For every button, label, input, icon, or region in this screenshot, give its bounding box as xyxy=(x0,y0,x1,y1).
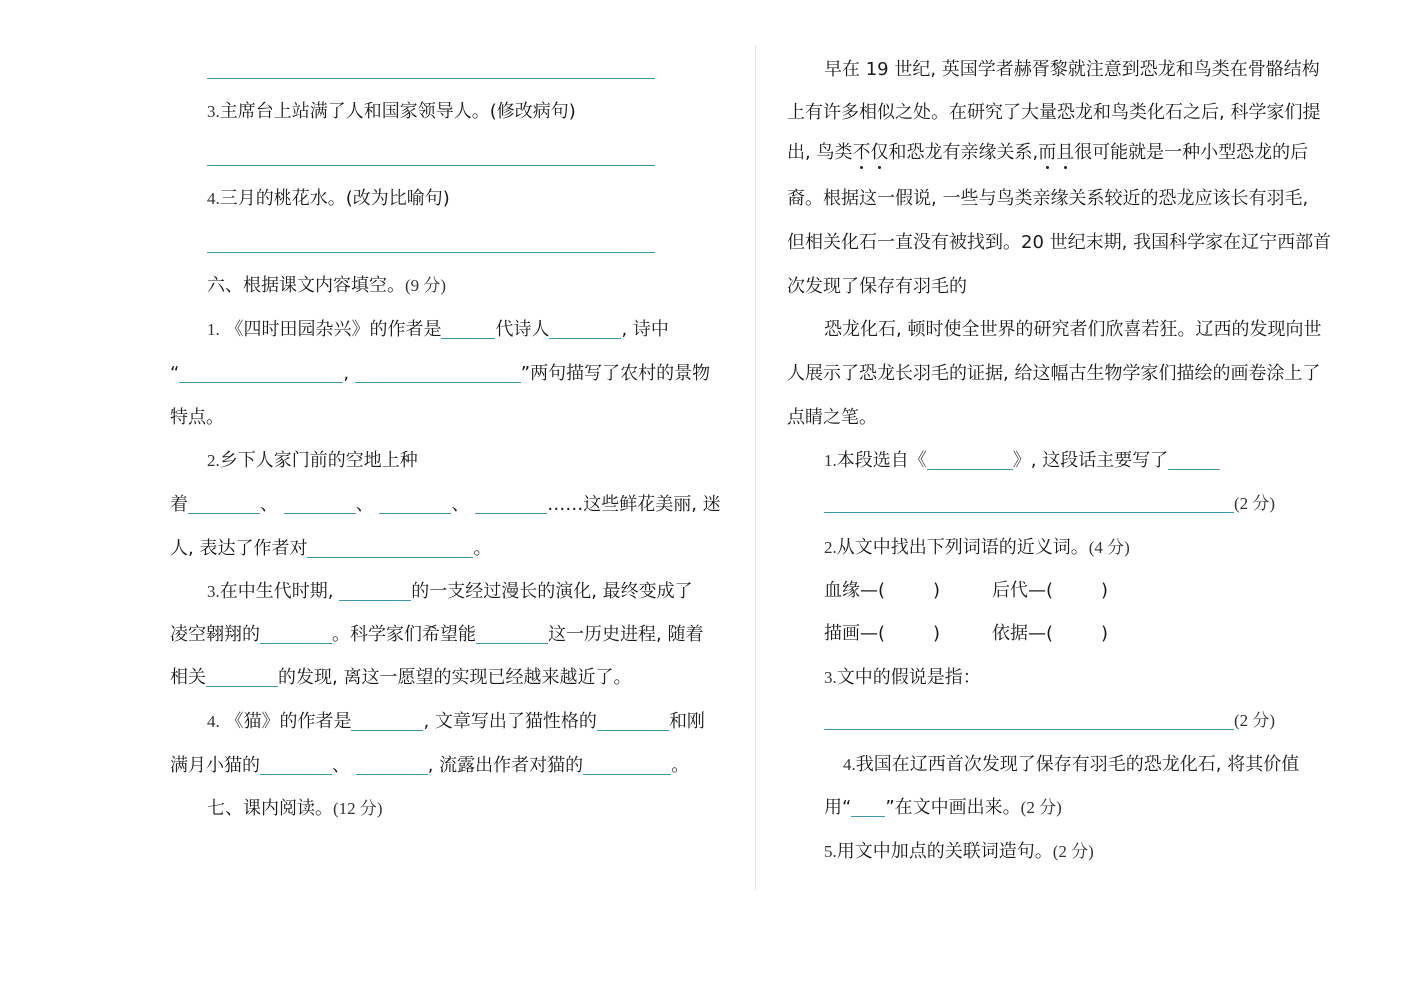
passage-line: 点睛之笔。 xyxy=(787,407,877,428)
blank-q3-1[interactable] xyxy=(339,582,411,601)
section-6-heading: 六、根据课文内容填空。(9 分) xyxy=(207,275,447,296)
reading-q2-heading: 2.从文中找出下列词语的近义词。(4 分) xyxy=(824,537,1130,558)
synonym-pair[interactable]: 描画—( ) xyxy=(824,623,941,644)
blank-hypothesis[interactable] xyxy=(824,711,1234,730)
blank-verse-2[interactable] xyxy=(355,364,521,383)
blank-flower-1[interactable] xyxy=(188,495,260,514)
section-6-q3-line3: 相关 的发现, 离这一愿望的实现已经越来越近了。 xyxy=(170,667,632,688)
section-6-q2-line3: 人, 表达了作者对 。 xyxy=(170,538,492,559)
blank-cat-author[interactable] xyxy=(351,712,423,731)
reading-q1-line2: (2 分) xyxy=(824,492,1275,516)
blank-author-emotion[interactable] xyxy=(583,756,671,775)
reading-q4-line1: 4.我国在辽西首次发现了保存有羽毛的恐龙化石, 将其价值 xyxy=(843,754,1300,775)
reading-q4-line2: 用“ ”在文中画出来。(2 分) xyxy=(824,797,1062,818)
reading-q5-heading: 5.用文中加点的关联词造句。(2 分) xyxy=(824,841,1094,862)
blank-flower-2[interactable] xyxy=(284,495,356,514)
passage-line: 次发现了保存有羽毛的 xyxy=(787,276,967,297)
section-6-q2-line1: 2.乡下人家门前的空地上种 xyxy=(207,450,418,471)
underline-mark-sample xyxy=(851,798,885,817)
answer-line[interactable] xyxy=(207,252,655,253)
blank-kitten-1[interactable] xyxy=(260,756,332,775)
passage-line: 上有许多相似之处。在研究了大量恐龙和鸟类化石之后, 科学家们提 xyxy=(787,102,1321,123)
blank-flower-3[interactable] xyxy=(379,495,451,514)
section-6-q4-line2: 满月小猫的 、 , 流露出作者对猫的 。 xyxy=(170,755,690,776)
passage-line: 早在 19 世纪, 英国学者赫胥黎就注意到恐龙和鸟类在骨骼结构 xyxy=(824,59,1320,80)
passage-line: 但相关化石一直没有被找到。20 世纪末期, 我国科学家在辽宁西部首 xyxy=(787,232,1332,253)
question-5-4: 4.三月的桃花水。(改为比喻句) xyxy=(207,188,450,209)
column-divider xyxy=(755,45,756,890)
answer-line[interactable] xyxy=(207,78,655,79)
synonym-pair[interactable]: 依据—( ) xyxy=(992,623,1109,644)
blank-kitten-2[interactable] xyxy=(356,756,428,775)
synonym-pair[interactable]: 后代—( ) xyxy=(992,580,1109,601)
passage-line: 恐龙化石, 顿时使全世界的研究者们欣喜若狂。辽西的发现向世 xyxy=(824,319,1322,340)
section-6-q1-line1: 1. 《四时田园杂兴》的作者是 代诗人 , 诗中 xyxy=(207,319,669,340)
synonym-pair[interactable]: 血缘—( ) xyxy=(824,580,941,601)
section-6-q4-line1: 4. 《猫》的作者是 , 文章写出了猫性格的 和刚 xyxy=(207,711,705,732)
reading-q1-line1: 1.本段选自《 》, 这段话主要写了 xyxy=(824,449,1220,473)
section-6-q1-line2: “ , ”两句描写了农村的景物 xyxy=(170,363,711,384)
emphasis-dot-char: 不 xyxy=(852,142,871,163)
emphasis-dot-char: 且 xyxy=(1056,142,1075,163)
blank-main-idea-cont[interactable] xyxy=(824,494,1234,513)
blank-dynasty[interactable] xyxy=(441,320,495,339)
passage-line: 裔。根据这一假说, 一些与鸟类亲缘关系较近的恐龙应该长有羽毛, xyxy=(787,188,1309,209)
blank-main-idea[interactable] xyxy=(1168,451,1220,470)
blank-source-title[interactable] xyxy=(927,451,1013,470)
blank-q3-3[interactable] xyxy=(476,625,548,644)
blank-verse-1[interactable] xyxy=(179,364,343,383)
passage-line: 出, 鸟类不仅和恐龙有亲缘关系,而且很可能就是一种小型恐龙的后 xyxy=(787,142,1309,163)
section-6-q2-line2: 着 、 、 、 ……这些鲜花美丽, 迷 xyxy=(170,494,721,515)
passage-line: 人展示了恐龙长羽毛的证据, 给这幅古生物学家们描绘的画卷涂上了 xyxy=(787,363,1321,384)
section-7-heading: 七、课内阅读。(12 分) xyxy=(207,798,383,819)
blank-cat-trait[interactable] xyxy=(597,712,669,731)
blank-q3-4[interactable] xyxy=(206,668,278,687)
reading-q3-heading: 3.文中的假说是指： xyxy=(824,667,981,688)
blank-q3-2[interactable] xyxy=(260,625,332,644)
section-6-q1-line3: 特点。 xyxy=(170,407,224,428)
blank-author-feeling[interactable] xyxy=(307,539,473,558)
emphasis-dot-char: 仅 xyxy=(870,142,889,163)
section-6-q3-line1: 3.在中生代时期, 的一支经过漫长的演化, 最终变成了 xyxy=(207,581,693,602)
section-6-q3-line2: 凌空翱翔的 。科学家们希望能 这一历史进程, 随着 xyxy=(170,624,704,645)
question-5-3: 3.主席台上站满了人和国家领导人。(修改病句) xyxy=(207,101,576,122)
reading-q3-answer: (2 分) xyxy=(824,709,1275,733)
blank-flower-4[interactable] xyxy=(475,495,547,514)
answer-line[interactable] xyxy=(207,165,655,166)
emphasis-dot-char: 而 xyxy=(1038,142,1057,163)
blank-poet[interactable] xyxy=(549,320,621,339)
